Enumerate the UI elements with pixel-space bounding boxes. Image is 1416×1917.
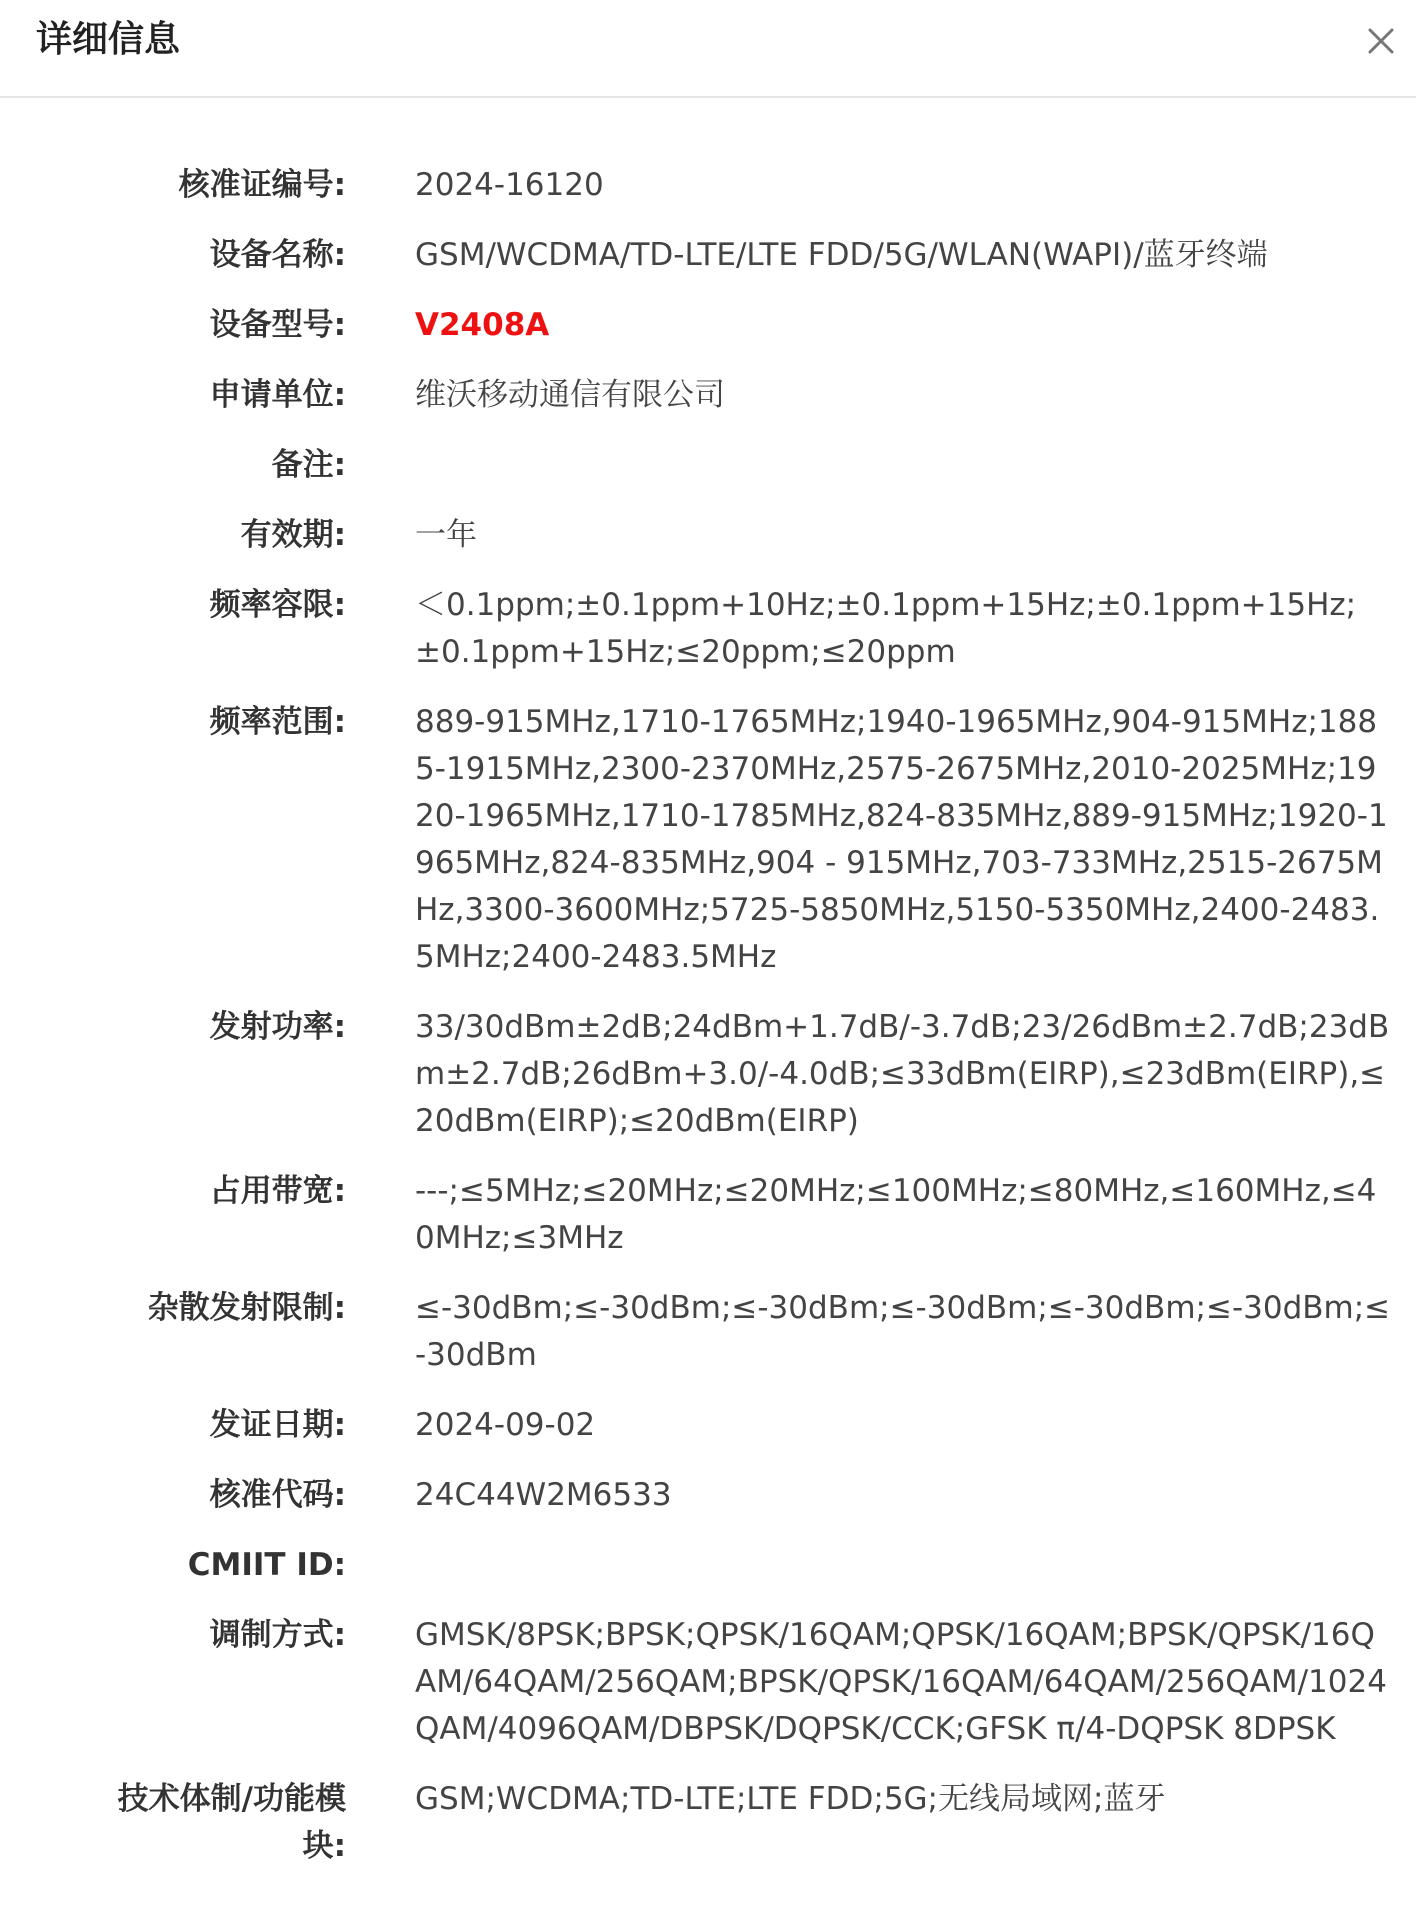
field-label: 发证日期: <box>209 1407 346 1443</box>
field-label: 设备型号: <box>209 307 346 343</box>
field-issue-date <box>0 1402 1416 1449</box>
field-value: 2024-09-02 <box>415 1407 596 1443</box>
field-label: 占用带宽: <box>209 1173 346 1209</box>
field-applicant <box>0 372 1416 419</box>
field-label: 申请单位: <box>209 377 346 413</box>
field-label: 调制方式: <box>209 1617 346 1653</box>
field-value: ---;≤5MHz;≤20MHz;≤20MHz;≤100MHz;≤80MHz,≤160MHz,≤40MHz;≤3MHz <box>415 1173 1377 1256</box>
field-device-model <box>0 302 1416 349</box>
field-value: GSM/WCDMA/TD-LTE/LTE FDD/5G/WLAN(WAPI)/蓝牙终端 <box>415 237 1268 273</box>
field-value: 33/30dBm±2dB;24dBm+1.7dB/-3.7dB;23/26dBm±2.7dB;23dBm±2.7dB;26dBm+3.0/-4.0dB;≤33dBm(EIRP),≤23dBm(EIRP),≤20dBm(EIRP);≤20dBm(EIRP) <box>415 1009 1390 1139</box>
field-value: ≤-30dBm;≤-30dBm;≤-30dBm;≤-30dBm;≤-30dBm;≤-30dBm;≤-30dBm <box>415 1290 1391 1373</box>
field-cmiit-id <box>0 1542 1416 1589</box>
field-value: 一年 <box>415 517 477 553</box>
field-device-name <box>0 232 1416 279</box>
field-label: 核准代码: <box>209 1477 346 1513</box>
field-transmit-power <box>0 1004 1416 1145</box>
field-label: CMIIT ID: <box>187 1547 346 1583</box>
field-technology <box>0 1776 1416 1864</box>
dialog-title: 详细信息 <box>36 19 181 60</box>
field-value: GMSK/8PSK;BPSK;QPSK/16QAM;QPSK/16QAM;BPSK/QPSK/16QAM/64QAM/256QAM;BPSK/QPSK/16QAM/64QAM/256QAM/1024QAM/4096QAM/DBPSK/DQPSK/CCK;GFSK π/4-DQPSK 8DPSK <box>415 1617 1387 1747</box>
field-value: 24C44W2M6533 <box>415 1477 672 1513</box>
close-button[interactable] <box>1364 24 1398 58</box>
field-modulation <box>0 1612 1416 1753</box>
field-spurious-emission <box>0 1285 1416 1379</box>
field-label: 发射功率: <box>209 1009 346 1045</box>
field-label: 设备名称: <box>209 237 346 273</box>
field-label: 频率范围: <box>209 704 346 740</box>
detail-list <box>0 162 1416 1864</box>
field-label: 有效期: <box>240 517 346 553</box>
field-value: GSM;WCDMA;TD-LTE;LTE FDD;5G;无线局域网;蓝牙 <box>415 1781 1166 1817</box>
field-value: 2024-16120 <box>415 167 604 203</box>
field-label: 核准证编号: <box>178 167 346 203</box>
dialog-header <box>0 0 1416 98</box>
field-value: 维沃移动通信有限公司 <box>415 377 725 413</box>
field-occupied-bandwidth <box>0 1168 1416 1262</box>
field-label: 备注: <box>271 447 346 483</box>
field-approval-number <box>0 162 1416 209</box>
field-value: 889-915MHz,1710-1765MHz;1940-1965MHz,904-915MHz;1885-1915MHz,2300-2370MHz,2575-2675MHz,2010-2025MHz;1920-1965MHz,1710-1785MHz,824-835MHz,889-915MHz;1920-1965MHz,824-835MHz,904 - 915MHz,703-733MHz,2515-2675MHz,3300-3600MHz;5725-5850MHz,5150-5350MHz,2400-2483.5MHz;2400-2483.5MHz <box>415 704 1388 975</box>
field-label: 技术体制/功能模块: <box>117 1781 346 1864</box>
field-value <box>415 442 1391 489</box>
field-label: 频率容限: <box>209 587 346 623</box>
field-remarks <box>0 442 1416 489</box>
field-validity <box>0 512 1416 559</box>
field-label: 杂散发射限制: <box>147 1290 346 1326</box>
field-frequency-tolerance <box>0 582 1416 676</box>
device-model-value: V2408A <box>415 307 550 343</box>
close-icon <box>1364 24 1398 58</box>
field-value <box>415 1542 1391 1589</box>
field-approval-code <box>0 1472 1416 1519</box>
field-frequency-range <box>0 699 1416 981</box>
field-value: ＜0.1ppm;±0.1ppm+10Hz;±0.1ppm+15Hz;±0.1ppm+15Hz;±0.1ppm+15Hz;≤20ppm;≤20ppm <box>415 587 1357 670</box>
